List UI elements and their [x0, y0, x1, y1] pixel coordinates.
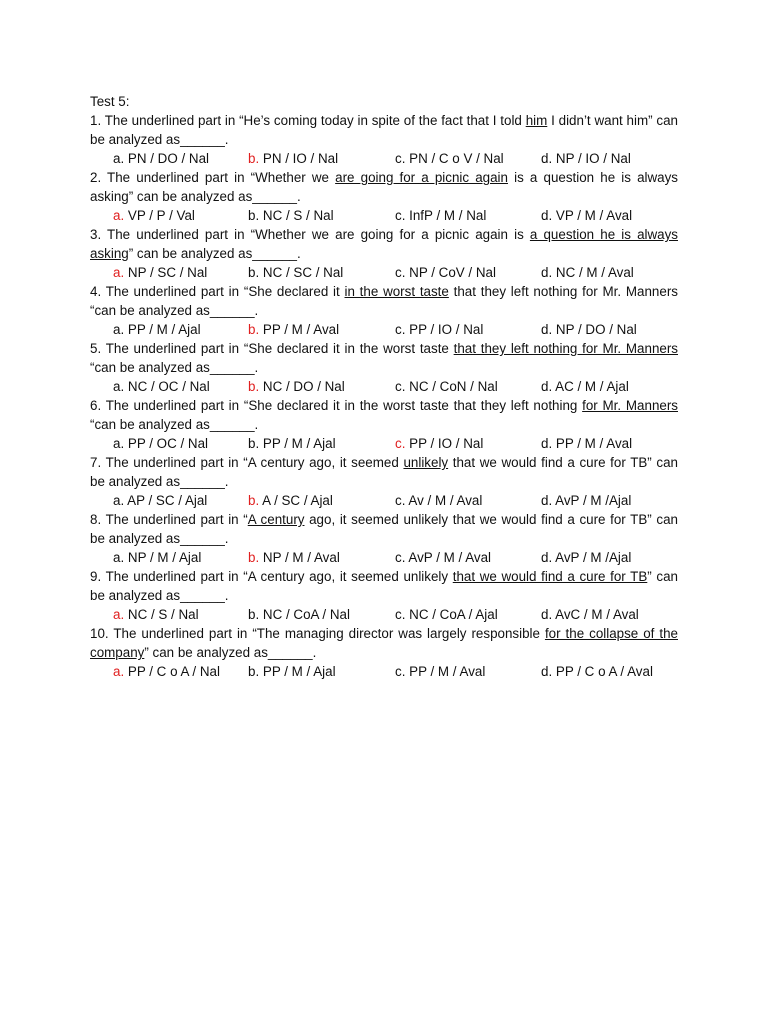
stem-text: 1. The underlined part in “He’s coming today in spite of the fact that I told	[90, 113, 526, 128]
option-letter: b.	[248, 379, 260, 394]
question-item	[90, 225, 678, 282]
option-text: NC / OC / Nal	[124, 379, 210, 394]
option-letter: c.	[395, 379, 406, 394]
answer-option	[248, 320, 339, 339]
answer-option	[395, 662, 485, 681]
underlined-part: unlikely	[403, 455, 449, 470]
question-stem	[90, 282, 678, 320]
option-letter: d.	[541, 265, 553, 280]
option-letter: b.	[248, 265, 260, 280]
option-text: AvP / M /Ajal	[552, 550, 632, 565]
answer-option	[113, 491, 207, 510]
option-letter: c.	[395, 151, 406, 166]
option-text: PN / DO / Nal	[124, 151, 209, 166]
answer-options	[90, 206, 678, 225]
question-item	[90, 510, 678, 567]
answer-option	[395, 434, 483, 453]
answer-options	[90, 320, 678, 339]
option-letter: d.	[541, 151, 553, 166]
answer-option	[248, 263, 343, 282]
option-letter: b.	[248, 493, 260, 508]
answer-option	[113, 320, 201, 339]
answer-option	[395, 206, 486, 225]
answer-option	[113, 377, 210, 396]
option-text: AC / M / Ajal	[552, 379, 629, 394]
option-text: A / SC / Ajal	[259, 493, 333, 508]
option-text: InfP / M / Nal	[405, 208, 487, 223]
option-text: VP / P / Val	[124, 208, 195, 223]
option-letter: b.	[248, 151, 260, 166]
option-letter: c.	[395, 493, 406, 508]
question-item	[90, 567, 678, 624]
option-letter: a.	[113, 208, 125, 223]
stem-text: 5. The underlined part in “She declared it in the worst taste	[90, 341, 454, 356]
answer-option	[113, 206, 195, 225]
option-text: PN / IO / Nal	[259, 151, 339, 166]
stem-text: 9. The underlined part in “A century ago, it seemed unlikely	[90, 569, 453, 584]
option-letter: c.	[395, 607, 406, 622]
option-letter: b.	[248, 208, 260, 223]
answer-option	[113, 662, 220, 681]
underlined-part: that they left nothing for Mr. Manners	[453, 341, 678, 356]
option-letter: a.	[113, 664, 125, 679]
option-letter: b.	[248, 550, 260, 565]
answer-option	[248, 377, 345, 396]
underlined-part: for Mr. Manners	[582, 398, 678, 413]
option-letter: a.	[113, 436, 125, 451]
option-letter: c.	[395, 436, 406, 451]
option-text: PP / M / Ajal	[259, 664, 336, 679]
option-letter: b.	[248, 436, 260, 451]
answer-option	[541, 548, 631, 567]
answer-option	[541, 320, 637, 339]
answer-options	[90, 491, 678, 510]
stem-text: 2. The underlined part in “Whether we	[90, 170, 336, 185]
question-stem	[90, 396, 678, 434]
option-text: PP / M / Aval	[405, 664, 486, 679]
option-text: PP / OC / Nal	[124, 436, 209, 451]
option-text: NC / CoA / Nal	[259, 607, 350, 622]
option-text: PP / M / Aval	[259, 322, 340, 337]
answer-option	[541, 662, 653, 681]
question-stem	[90, 567, 678, 605]
answer-option	[248, 206, 334, 225]
option-letter: d.	[541, 550, 553, 565]
stem-text: 6. The underlined part in “She declared it in the worst taste that they left nothing	[90, 398, 583, 413]
underlined-part: for the collapse of the company	[90, 626, 678, 660]
answer-option	[248, 548, 340, 567]
option-text: PN / C o V / Nal	[405, 151, 504, 166]
underlined-part: are going for a picnic again	[335, 170, 508, 185]
underlined-part: a question he is always asking	[90, 227, 678, 261]
stem-text: is a question he is always asking” can be analyzed as______.	[90, 170, 679, 204]
answer-option	[541, 206, 632, 225]
option-letter: a.	[113, 493, 125, 508]
stem-text: ” can be analyzed as______.	[144, 645, 317, 660]
answer-options	[90, 263, 678, 282]
answer-options	[90, 605, 678, 624]
stem-text: “can be analyzed as______.	[90, 417, 259, 432]
answer-option	[113, 263, 207, 282]
option-letter: a.	[113, 265, 125, 280]
option-letter: a.	[113, 322, 125, 337]
question-item	[90, 111, 678, 168]
option-text: PP / C o A / Aval	[552, 664, 653, 679]
answer-option	[541, 377, 629, 396]
option-text: PP / M / Aval	[552, 436, 633, 451]
option-letter: d.	[541, 208, 553, 223]
question-stem	[90, 339, 678, 377]
question-stem	[90, 453, 678, 491]
option-letter: a.	[113, 379, 125, 394]
stem-text: that we would find a cure for TB” can be analyzed as______.	[90, 455, 678, 489]
answer-option	[248, 662, 336, 681]
answer-option	[395, 149, 504, 168]
option-letter: c.	[395, 664, 406, 679]
answer-option	[248, 149, 338, 168]
option-text: AvP / M / Aval	[405, 550, 492, 565]
option-letter: a.	[113, 550, 125, 565]
answer-option	[395, 377, 498, 396]
answer-options	[90, 149, 678, 168]
option-text: NC / DO / Nal	[259, 379, 345, 394]
question-stem	[90, 510, 678, 548]
answer-option	[541, 605, 639, 624]
option-letter: c.	[395, 265, 406, 280]
stem-text: ” can be analyzed as______.	[90, 569, 678, 603]
question-stem	[90, 624, 678, 662]
option-letter: a.	[113, 151, 125, 166]
question-stem	[90, 111, 678, 149]
question-item	[90, 168, 678, 225]
option-text: VP / M / Aval	[552, 208, 633, 223]
option-letter: a.	[113, 607, 125, 622]
underlined-part: in the worst taste	[344, 284, 449, 299]
option-letter: d.	[541, 322, 553, 337]
answer-option	[395, 605, 498, 624]
option-text: NC / S / Nal	[259, 208, 334, 223]
underlined-part: A century	[247, 512, 305, 527]
option-letter: d.	[541, 436, 553, 451]
answer-option	[541, 491, 631, 510]
answer-options	[90, 662, 678, 681]
option-text: PP / IO / Nal	[405, 322, 484, 337]
option-text: PP / M / Ajal	[259, 436, 336, 451]
answer-option	[541, 263, 634, 282]
stem-text: I didn’t want him” can be analyzed as______.	[90, 113, 678, 147]
stem-text: “can be analyzed as______.	[90, 360, 259, 375]
option-text: PP / M / Ajal	[124, 322, 201, 337]
answer-option	[248, 605, 350, 624]
question-item	[90, 396, 678, 453]
option-text: AvP / M /Ajal	[552, 493, 632, 508]
question-stem	[90, 168, 678, 206]
answer-option	[395, 548, 491, 567]
answer-option	[113, 548, 201, 567]
option-text: NC / S / Nal	[124, 607, 199, 622]
answer-option	[395, 491, 482, 510]
option-text: NC / CoN / Nal	[405, 379, 498, 394]
option-text: PP / C o A / Nal	[124, 664, 220, 679]
question-item	[90, 339, 678, 396]
stem-text: that they left nothing for Mr. Manners “can be analyzed as______.	[90, 284, 678, 318]
question-item	[90, 282, 678, 339]
option-letter: b.	[248, 607, 260, 622]
option-text: NC / M / Aval	[552, 265, 634, 280]
option-letter: b.	[248, 664, 260, 679]
option-letter: b.	[248, 322, 260, 337]
stem-text: 7. The underlined part in “A century ago, it seemed	[90, 455, 404, 470]
stem-text: 8. The underlined part in “	[90, 512, 248, 527]
option-text: NP / SC / Nal	[124, 265, 208, 280]
underlined-part: that we would find a cure for TB	[452, 569, 648, 584]
option-text: NC / SC / Nal	[259, 265, 344, 280]
question-list	[90, 111, 678, 681]
option-letter: d.	[541, 607, 553, 622]
option-text: NP / IO / Nal	[552, 151, 631, 166]
stem-text: ” can be analyzed as______.	[128, 246, 301, 261]
test-document	[90, 92, 678, 681]
option-text: AP / SC / Ajal	[124, 493, 208, 508]
answer-options	[90, 548, 678, 567]
stem-text: 4. The underlined part in “She declared it	[90, 284, 345, 299]
answer-option	[113, 434, 208, 453]
option-letter: d.	[541, 379, 553, 394]
option-letter: c.	[395, 550, 406, 565]
answer-option	[248, 434, 336, 453]
option-text: NC / CoA / Ajal	[405, 607, 498, 622]
answer-option	[395, 263, 496, 282]
stem-text: 3. The underlined part in “Whether we are going for a picnic again is	[90, 227, 530, 242]
answer-option	[113, 605, 199, 624]
option-letter: c.	[395, 208, 406, 223]
answer-option	[113, 149, 209, 168]
answer-option	[541, 434, 632, 453]
option-text: NP / CoV / Nal	[405, 265, 496, 280]
test-title: Test 5:	[90, 94, 130, 109]
answer-option	[248, 491, 333, 510]
answer-option	[395, 320, 483, 339]
option-letter: d.	[541, 493, 553, 508]
stem-text: 10. The underlined part in “The managing director was largely responsible	[90, 626, 545, 641]
question-item	[90, 453, 678, 510]
option-text: NP / M / Ajal	[124, 550, 202, 565]
question-stem	[90, 225, 678, 263]
option-text: Av / M / Aval	[405, 493, 483, 508]
answer-options	[90, 434, 678, 453]
option-text: NP / M / Aval	[259, 550, 340, 565]
option-text: NP / DO / Nal	[552, 322, 637, 337]
answer-options	[90, 377, 678, 396]
option-letter: c.	[395, 322, 406, 337]
option-text: PP / IO / Nal	[405, 436, 484, 451]
option-letter: d.	[541, 664, 553, 679]
option-text: AvC / M / Aval	[552, 607, 639, 622]
stem-text: ago, it seemed unlikely that we would find a cure for TB” can be analyzed as______.	[90, 512, 678, 546]
underlined-part: him	[525, 113, 548, 128]
answer-option	[541, 149, 631, 168]
question-item	[90, 624, 678, 681]
